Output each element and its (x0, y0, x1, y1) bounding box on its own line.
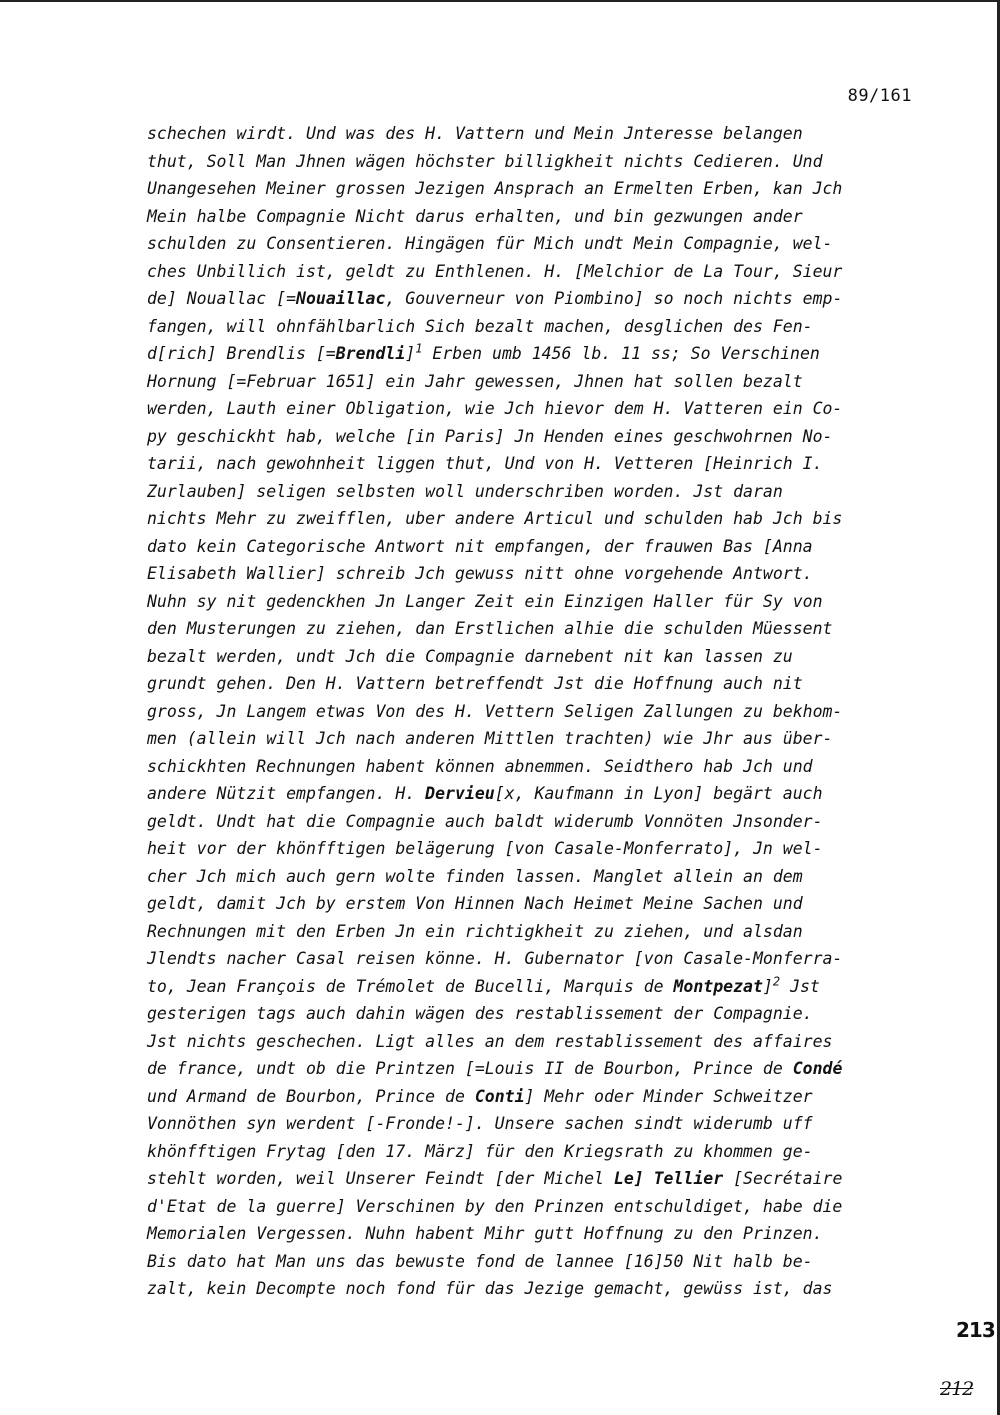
line-text: geldt, damit Jch by erstem Von Hinnen Nach Heimet Meine Sachen und (147, 894, 803, 913)
line-text: den Musterungen zu ziehen, dan Erstlichen alhie die schulden Müessent (147, 619, 833, 638)
name-emphasis: Montpezat (673, 976, 763, 996)
name-emphasis: Conti (474, 1086, 525, 1106)
text-line (147, 120, 927, 148)
line-text: bezalt werden, undt Jch die Compagnie darnebent nit kan lassen zu (147, 646, 793, 666)
line-text: andere Nützit empfangen. H. (147, 784, 426, 803)
text-line (147, 1055, 927, 1083)
scan-edge-top (0, 0, 1000, 2)
text-line (147, 1248, 927, 1276)
text-line (147, 175, 927, 203)
text-line (147, 478, 927, 506)
line-text: stehlt worden, weil Unserer Feindt [der Michel (147, 1169, 614, 1188)
line-text: khönfftigen Frytag [den 17. März] für den Kriegsrath zu khommen ge- (147, 1141, 813, 1161)
text-line (147, 423, 927, 451)
line-text: , Gouverneur von Piombino] so noch nichts emp- (385, 289, 843, 308)
line-text: Nuhn sy nit gedenckhen Jn Langer Zeit ein Einzigen Haller für Sy von (147, 591, 823, 611)
text-line (147, 313, 927, 341)
line-text: gross, Jn Langem etwas Von des H. Vettern Seligen Zallungen zu bekhom- (147, 701, 843, 721)
text-line (147, 780, 927, 808)
page-number: 89/161 (847, 86, 912, 106)
line-text: fangen, will ohnfählbarlich Sich bezalt machen, desglichen des Fen- (147, 316, 813, 336)
line-text: Unangesehen Meiner grossen Jezigen Ansprach an Ermelten Erben, kan Jch (147, 179, 843, 198)
name-emphasis: Brendli (335, 344, 406, 363)
transcription-body (147, 120, 927, 1303)
text-line (147, 945, 927, 973)
line-text: [x, Kaufmann in Lyon] begärt auch (494, 784, 823, 803)
text-line (147, 588, 927, 616)
line-text: nichts Mehr zu zweifflen, uber andere Articul und schulden hab Jch bis (147, 509, 843, 528)
text-line (147, 973, 927, 1001)
line-text: men (allein will Jch nach anderen Mittlen trachten) wie Jhr aus über- (147, 729, 833, 748)
name-emphasis: Le] Tellier (613, 1169, 724, 1188)
line-text: schechen wirdt. Und was des H. Vattern und Mein Jnteresse belangen (147, 124, 803, 143)
line-text: Vonnöthen syn werdent [-Fronde!-]. Unsere sachen sindt widerumb uff (147, 1114, 813, 1133)
line-text: gesterigen tags auch dahin wägen des restablissement der Compagnie. (147, 1004, 813, 1023)
text-line (147, 1165, 927, 1193)
text-line (147, 1138, 927, 1166)
folio-number-crossed: 212 (940, 1378, 974, 1400)
line-text: tarii, nach gewohnheit liggen thut, Und von H. Vetteren [Heinrich I. (147, 454, 823, 473)
line-text: cher Jch mich auch gern wolte finden lassen. Manglet allein an dem (147, 866, 803, 886)
text-line (147, 1220, 927, 1248)
line-text: Rechnungen mit den Erben Jn ein richtigkheit zu ziehen, und alsdan (147, 921, 803, 941)
text-line (147, 808, 927, 836)
line-text: thut, Soll Man Jhnen wägen höchster billigkheit nichts Cedieren. Und (147, 151, 823, 171)
text-line (147, 753, 927, 781)
text-line (147, 258, 927, 286)
line-text: zalt, kein Decompte noch fond für das Jezige gemacht, gewüss ist, das (147, 1279, 833, 1298)
line-text: ] Mehr oder Minder Schweitzer (524, 1086, 813, 1106)
footnote-marker: 1 (415, 341, 423, 356)
line-text: heit vor der khönfftigen belägerung [von Casale-Monferrato], Jn wel- (147, 839, 823, 858)
text-line (147, 725, 927, 753)
text-line (147, 1083, 927, 1111)
footnote-marker: 2 (772, 974, 781, 988)
line-text: d[rich] Brendlis [= (147, 344, 336, 363)
line-text: ] (762, 976, 773, 996)
folio-number: 213 (956, 1318, 995, 1342)
line-text: Jst nichts geschechen. Ligt alles an dem restablissement des affaires (147, 1031, 833, 1051)
text-line (147, 505, 927, 533)
line-text: ches Unbillich ist, geldt zu Enthlenen. H. [Melchior de La Tour, Sieur (147, 261, 843, 281)
line-text: grundt gehen. Den H. Vattern betreffendt Jst die Hoffnung auch nit (147, 674, 803, 693)
line-text: ] (405, 344, 416, 363)
text-line (147, 863, 927, 891)
text-line (147, 533, 927, 561)
text-line (147, 1275, 927, 1303)
text-line (147, 203, 927, 231)
text-line (147, 670, 927, 698)
text-line (147, 1193, 927, 1221)
line-text: de france, undt ob die Printzen [=Louis II de Bourbon, Prince de (147, 1059, 793, 1078)
line-text: Jlendts nacher Casal reisen könne. H. Gubernator [von Casale-Monferra- (147, 949, 843, 968)
text-line (147, 1028, 927, 1056)
name-emphasis: Condé (792, 1059, 843, 1078)
line-text: Mein halbe Compagnie Nicht darus erhalten, und bin gezwungen ander (147, 206, 803, 226)
line-text: schulden zu Consentieren. Hingägen für Mich undt Mein Compagnie, wel- (147, 234, 833, 253)
line-text: und Armand de Bourbon, Prince de (147, 1086, 475, 1106)
name-emphasis: Dervieu (425, 784, 495, 803)
line-text: Erben umb 1456 lb. 11 ss; So Verschinen (422, 344, 820, 363)
line-text: Jst (780, 976, 820, 996)
line-text: to, Jean François de Trémolet de Bucelli, Marquis de (147, 976, 674, 996)
line-text: werden, Lauth einer Obligation, wie Jch hievor dem H. Vatteren ein Co- (147, 399, 843, 418)
text-line (147, 368, 927, 396)
text-line (147, 643, 927, 671)
line-text: geldt. Undt hat die Compagnie auch baldt widerumb Vonnöten Jnsonder- (147, 811, 823, 831)
text-line (147, 230, 927, 258)
text-line (147, 148, 927, 176)
text-line (147, 285, 927, 313)
text-line (147, 615, 927, 643)
line-text: [Secrétaire (723, 1169, 843, 1188)
line-text: Elisabeth Wallier] schreib Jch gewuss nitt ohne vorgehende Antwort. (147, 564, 813, 583)
line-text: schickhten Rechnungen habent können abnemmen. Seidthero hab Jch und (147, 756, 813, 776)
line-text: Hornung [=Februar 1651] ein Jahr gewessen, Jhnen hat sollen bezalt (147, 371, 803, 391)
line-text: Memorialen Vergessen. Nuhn habent Mihr gutt Hoffnung zu den Prinzen. (147, 1224, 823, 1243)
text-line (147, 560, 927, 588)
line-text: Zurlauben] seligen selbsten woll underschriben worden. Jst daran (147, 481, 783, 501)
text-line (147, 890, 927, 918)
text-line (147, 698, 927, 726)
text-line (147, 835, 927, 863)
line-text: Bis dato hat Man uns das bewuste fond de lannee [16]50 Nit halb be- (147, 1251, 813, 1271)
text-line (147, 1000, 927, 1028)
line-text: d'Etat de la guerre] Verschinen by den Prinzen entschuldiget, habe die (147, 1196, 843, 1216)
line-text: dato kein Categorische Antwort nit empfangen, der frauwen Bas [Anna (147, 536, 813, 556)
name-emphasis: Nouaillac (296, 289, 386, 308)
text-line (147, 1110, 927, 1138)
text-line (147, 395, 927, 423)
text-line (147, 918, 927, 946)
text-line (147, 340, 927, 368)
text-line (147, 450, 927, 478)
line-text: py geschickht hab, welche [in Paris] Jn Henden eines geschwohrnen No- (147, 426, 833, 446)
line-text: de] Nouallac [= (147, 289, 297, 308)
